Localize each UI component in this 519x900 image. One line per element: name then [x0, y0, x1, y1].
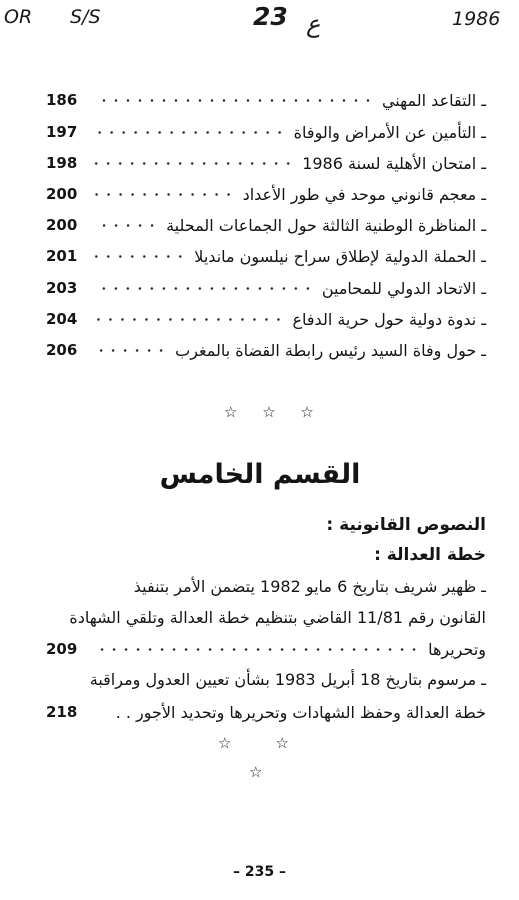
toc-entry-title: ـ المناظرة الوطنية الثالثة حول الجماعات المحلية: [166, 215, 486, 235]
dot-leader: [94, 349, 167, 352]
toc-row: [46, 244, 486, 268]
dot-leader: [94, 255, 186, 258]
entry1-page: 209: [46, 640, 78, 658]
toc-row: [46, 120, 486, 144]
toc-entry-title: ـ حول وفاة السيد رئيس رابطة القضاة بالمغرب: [175, 340, 486, 360]
toc-entry-title: ـ امتحان الأهلية لسنة 1986: [302, 153, 486, 173]
toc-entry-page: 204: [46, 310, 78, 328]
toc-entry-page: 203: [46, 279, 78, 297]
toc-entry-page: 198: [46, 154, 78, 172]
justice-plan-heading: خطة العدالة :: [374, 545, 486, 565]
toc-row: [46, 276, 486, 300]
closing-star-single: ☆: [249, 763, 273, 781]
toc-entry-page: 200: [46, 216, 78, 234]
toc-entry-page: 197: [46, 123, 78, 141]
entry2-line2: خطة العدالة وحفظ الشهادات وتحريرها وتحديد الأجور . .: [115, 702, 486, 722]
entry1-line3: وتحريرها: [428, 639, 486, 659]
dot-leader: [94, 287, 314, 290]
dot-leader: [94, 318, 284, 321]
page-number: – 235 –: [233, 864, 286, 880]
toc-entry-page: 201: [46, 247, 78, 265]
toc-entry-title: ـ ندوة دولية حول حرية الدفاع: [292, 309, 486, 329]
toc-row: [46, 88, 486, 112]
entry2-page: 218: [46, 703, 78, 721]
toc-row: [46, 338, 486, 362]
dot-leader: [94, 224, 158, 227]
toc-row: [46, 151, 486, 175]
toc-row: [46, 182, 486, 206]
entry2-tail-row: [46, 700, 486, 724]
handwritten-year: 1986: [452, 8, 501, 30]
handwritten-ok-note: OR: [4, 6, 33, 28]
toc-entry-title: ـ الاتحاد الدولي للمحامين: [321, 278, 486, 298]
dot-leader: [94, 193, 235, 196]
dot-leader: [94, 99, 374, 102]
entry1-tail-row: [46, 637, 486, 661]
entry1-line1: ـ ظهير شريف بتاريخ 6 مايو 1982 يتضمن الأمر بتنفيذ: [133, 577, 486, 596]
toc-entry-title: ـ التقاعد المهني: [381, 90, 486, 110]
entry1-line2: القانون رقم 11/81 القاضي بتنظيم خطة العدالة وتلقي الشهادة: [69, 608, 486, 627]
toc-row: [46, 307, 486, 331]
handwritten-arabic-letter: ع: [306, 10, 321, 38]
toc-entry-title: ـ الحملة الدولية لإطلاق سراح نيلسون مانديلا: [194, 246, 486, 266]
entry2-line1: ـ مرسوم بتاريخ 18 أبريل 1983 بشأن تعيين العدول ومراقبة: [89, 670, 486, 689]
section-title: القسم الخامس: [159, 459, 361, 490]
dot-leader: [94, 162, 294, 165]
legal-texts-heading: النصوص القانونية :: [326, 515, 486, 535]
toc-row: [46, 213, 486, 237]
toc-entry-page: 200: [46, 185, 78, 203]
handwritten-slash-note: S/S: [70, 6, 101, 28]
toc-entry-page: 186: [46, 91, 78, 109]
toc-entry-title: ـ معجم قانوني موحد في طور الأعداد: [242, 184, 486, 204]
separator-stars: ☆ ☆ ☆: [224, 403, 324, 421]
toc-entry-title: ـ التأمين عن الأمراض والوفاة: [293, 122, 486, 142]
toc-entry-page: 206: [46, 341, 78, 359]
closing-stars-pair: ☆☆: [218, 734, 333, 752]
dot-leader: [94, 131, 286, 134]
dot-leader: [94, 648, 420, 651]
handwritten-number: 23: [253, 2, 288, 31]
